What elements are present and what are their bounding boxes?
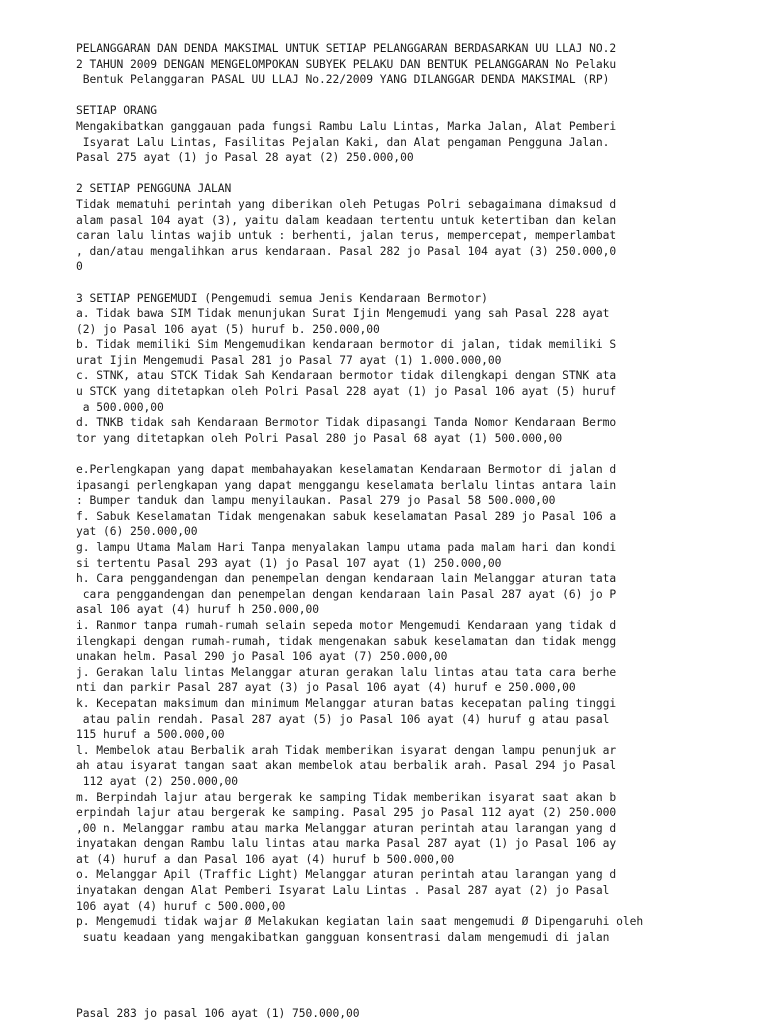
text-line: : Bumper tanduk dan lampu menyilaukan. Pasal 279 jo Pasal 58 500.000,00 xyxy=(76,494,556,508)
text-line: u STCK yang ditetapkan oleh Polri Pasal 228 ayat (1) jo Pasal 106 ayat (5) huruf xyxy=(76,385,617,399)
text-line: , dan/atau mengalihkan arus kendaraan. Pasal 282 jo Pasal 104 ayat (3) 250.000,0 xyxy=(76,244,617,258)
text-line: a 500.000,00 xyxy=(76,400,164,414)
text-line: at (4) huruf a dan Pasal 106 ayat (4) huruf b 500.000,00 xyxy=(76,852,455,866)
text-line: a. Tidak bawa SIM Tidak menunjukan Surat Ijin Mengemudi yang sah Pasal 228 ayat xyxy=(76,307,610,321)
text-line: l. Membelok atau Berbalik arah Tidak memberikan isyarat dengan lampu penunjuk ar xyxy=(76,743,617,757)
text-line: m. Berpindah lajur atau bergerak ke samping Tidak memberikan isyarat saat akan b xyxy=(76,790,617,804)
text-line: d. TNKB tidak sah Kendaraan Bermotor Tidak dipasangi Tanda Nomor Kendaraan Bermo xyxy=(76,416,617,430)
text-line: 2 TAHUN 2009 DENGAN MENGELOMPOKAN SUBYEK PELAKU DAN BENTUK PELANGGARAN No Pelaku xyxy=(76,57,617,71)
text-line: 3 SETIAP PENGEMUDI (Pengemudi semua Jenis Kendaraan Bermotor) xyxy=(76,291,488,305)
blank-line xyxy=(76,446,716,462)
text-line: ah atau isyarat tangan saat akan membelok atau berbalik arah. Pasal 294 jo Pasal xyxy=(76,759,617,773)
text-line: caran lalu lintas wajib untuk : berhenti, jalan terus, mempercepat, memperlambat xyxy=(76,229,617,243)
text-line: suatu keadaan yang mengakibatkan gangguan konsentrasi dalam mengemudi di jalan xyxy=(76,930,610,944)
text-line: 0 xyxy=(76,260,83,274)
text-line: e.Perlengkapan yang dapat membahayakan keselamatan Kendaraan Bermotor di jalan d xyxy=(76,463,617,477)
text-line: p. Mengemudi tidak wajar Ø Melakukan kegiatan lain saat mengemudi Ø Dipengaruhi oleh xyxy=(76,915,644,929)
text-line: c. STNK, atau STCK Tidak Sah Kendaraan bermotor tidak dilengkapi dengan STNK ata xyxy=(76,369,617,383)
text-line: i. Ranmor tanpa rumah-rumah selain sepeda motor Mengemudi Kendaraan yang tidak d xyxy=(76,618,617,632)
text-line: unakan helm. Pasal 290 jo Pasal 106 ayat (7) 250.000,00 xyxy=(76,650,448,664)
text-line: ilengkapi dengan rumah-rumah, tidak mengenakan sabuk keselamatan dan tidak mengg xyxy=(76,634,617,648)
text-line: ,00 n. Melanggar rambu atau marka Melanggar aturan perintah atau larangan yang d xyxy=(76,821,617,835)
text-line: PELANGGARAN DAN DENDA MAKSIMAL UNTUK SETIAP PELANGGARAN BERDASARKAN UU LLAJ NO.2 xyxy=(76,42,617,55)
text-line: inyatakan dengan Alat Pemberi Isyarat Lalu Lintas . Pasal 287 ayat (2) jo Pasal xyxy=(76,884,610,898)
text-line: si tertentu Pasal 293 ayat (1) jo Pasal 107 ayat (1) 250.000,00 xyxy=(76,556,502,570)
text-line: tor yang ditetapkan oleh Polri Pasal 280 jo Pasal 68 ayat (1) 500.000,00 xyxy=(76,431,563,445)
text-line: f. Sabuk Keselamatan Tidak mengenakan sabuk keselamatan Pasal 289 jo Pasal 106 a xyxy=(76,509,617,523)
text-line: urat Ijin Mengemudi Pasal 281 jo Pasal 77 ayat (1) 1.000.000,00 xyxy=(76,353,502,367)
text-line: Tidak mematuhi perintah yang diberikan oleh Petugas Polri sebagaimana dimaksud d xyxy=(76,197,617,211)
text-line: b. Tidak memiliki Sim Mengemudikan kendaraan bermotor di jalan, tidak memiliki S xyxy=(76,338,617,352)
text-line: asal 106 ayat (4) huruf h 250.000,00 xyxy=(76,603,320,617)
text-line: j. Gerakan lalu lintas Melanggar aturan gerakan lalu lintas atau tata cara berhe xyxy=(76,665,617,679)
text-line: Isyarat Lalu Lintas, Fasilitas Pejalan Kaki, dan Alat pengaman Pengguna Jalan. xyxy=(76,135,610,149)
text-line: erpindah lajur atau bergerak ke samping. Pasal 295 jo Pasal 112 ayat (2) 250.000 xyxy=(76,806,617,820)
text-line: Pasal 275 ayat (1) jo Pasal 28 ayat (2) 250.000,00 xyxy=(76,151,414,165)
text-line: g. lampu Utama Malam Hari Tanpa menyalakan lampu utama pada malam hari dan kondi xyxy=(76,541,617,554)
text-line: alam pasal 104 ayat (3), yaitu dalam keadaan tertentu untuk ketertiban dan kelan xyxy=(76,213,617,227)
text-line: h. Cara penggandengan dan penempelan dengan kendaraan lain Melanggar aturan tata xyxy=(76,572,617,586)
text-line: 2 SETIAP PENGGUNA JALAN xyxy=(76,182,232,196)
text-line: yat (6) 250.000,00 xyxy=(76,525,198,539)
document-footer-line: Pasal 283 jo pasal 106 ayat (1) 750.000,00 xyxy=(76,1007,360,1020)
blank-line xyxy=(76,275,716,291)
document-body xyxy=(76,41,716,945)
text-line: cara penggandengan dan penempelan dengan kendaraan lain Pasal 287 ayat (6) jo P xyxy=(76,587,617,601)
text-line: o. Melanggar Apil (Traffic Light) Melanggar aturan perintah atau larangan yang d xyxy=(76,868,617,882)
text-line: 106 ayat (4) huruf c 500.000,00 xyxy=(76,899,286,913)
blank-line xyxy=(76,88,716,104)
text-line: Bentuk Pelanggaran PASAL UU LLAJ No.22/2009 YANG DILANGGAR DENDA MAKSIMAL (RP) xyxy=(76,73,610,87)
text-line: 112 ayat (2) 250.000,00 xyxy=(76,774,239,788)
text-line: ipasangi perlengkapan yang dapat menggangu keselamata berlalu lintas antara lain xyxy=(76,478,617,492)
blank-line xyxy=(76,166,716,182)
text-line: (2) jo Pasal 106 ayat (5) huruf b. 250.000,00 xyxy=(76,322,380,336)
text-line: Mengakibatkan ganggauan pada fungsi Rambu Lalu Lintas, Marka Jalan, Alat Pemberi xyxy=(76,119,617,133)
text-line: nti dan parkir Pasal 287 ayat (3) jo Pasal 106 ayat (4) huruf e 250.000,00 xyxy=(76,681,576,695)
text-line: 115 huruf a 500.000,00 xyxy=(76,728,225,742)
text-line: SETIAP ORANG xyxy=(76,104,158,118)
text-line: inyatakan dengan Rambu lalu lintas atau marka Pasal 287 ayat (1) jo Pasal 106 ay xyxy=(76,837,617,851)
text-line: atau palin rendah. Pasal 287 ayat (5) jo Pasal 106 ayat (4) huruf g atau pasal xyxy=(76,712,610,726)
text-line: k. Kecepatan maksimum dan minimum Melanggar aturan batas kecepatan paling tinggi xyxy=(76,696,617,710)
